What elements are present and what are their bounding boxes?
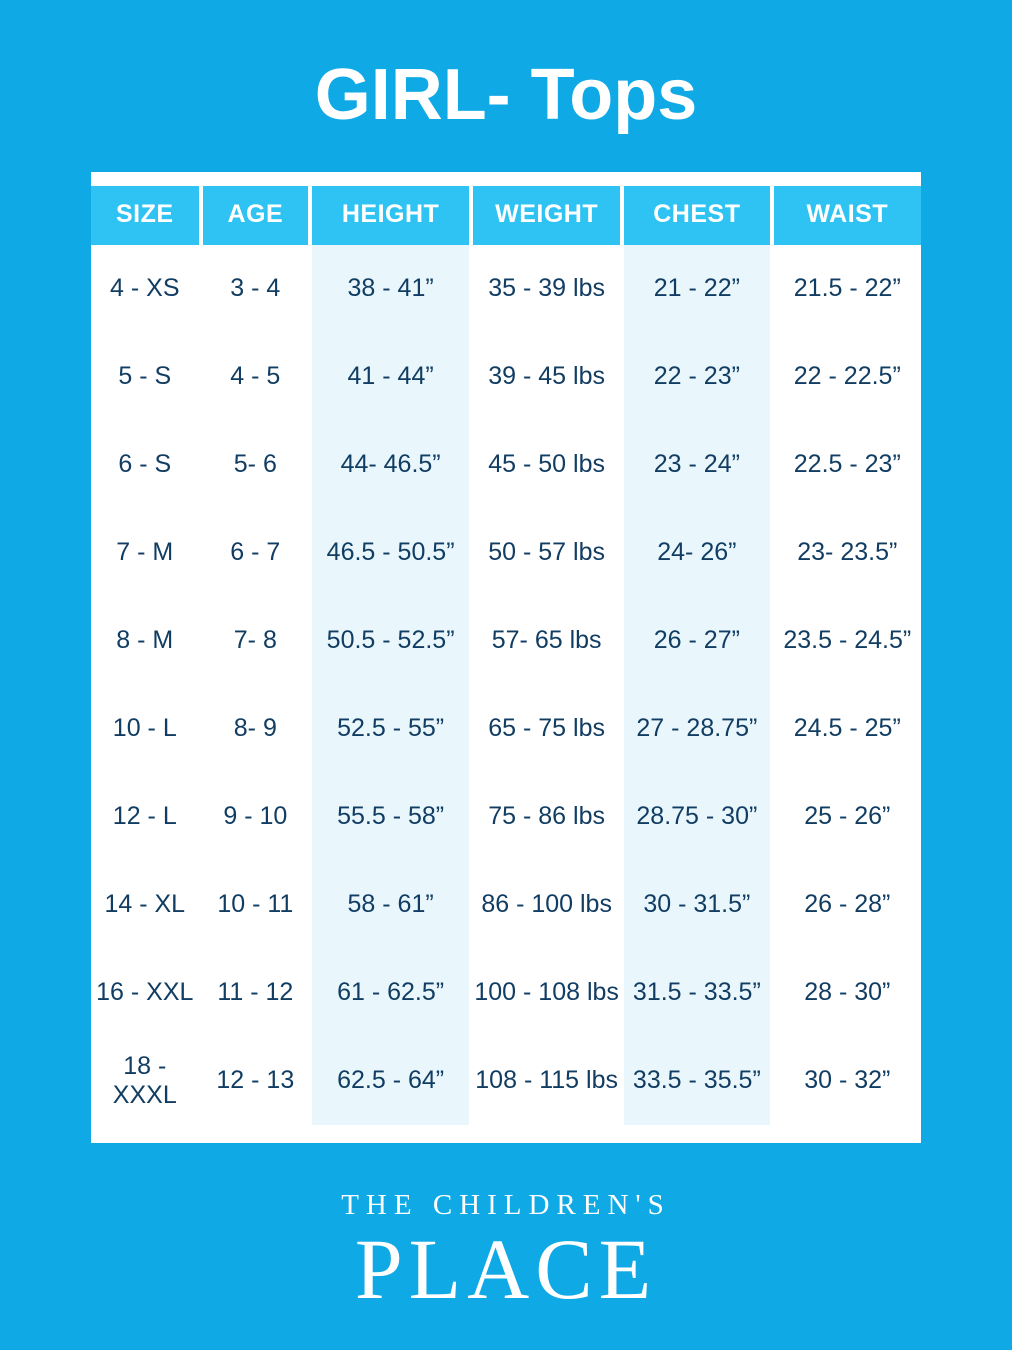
cell-age: 3 - 4	[201, 245, 311, 333]
cell-waist: 23.5 - 24.5”	[772, 597, 921, 685]
cell-age: 5- 6	[201, 421, 311, 509]
cell-waist: 28 - 30”	[772, 949, 921, 1037]
column-header-weight: WEIGHT	[471, 186, 622, 245]
table-row	[91, 509, 921, 597]
table-top-divider	[91, 172, 921, 186]
cell-waist: 22 - 22.5”	[772, 333, 921, 421]
table-row	[91, 597, 921, 685]
cell-height: 52.5 - 55”	[310, 685, 471, 773]
cell-height: 61 - 62.5”	[310, 949, 471, 1037]
cell-chest: 33.5 - 35.5”	[622, 1037, 771, 1125]
table-row	[91, 1037, 921, 1125]
cell-height: 41 - 44”	[310, 333, 471, 421]
page-title: GIRL- Tops	[314, 55, 698, 135]
cell-height: 38 - 41”	[310, 245, 471, 333]
cell-waist: 30 - 32”	[772, 1037, 921, 1125]
cell-waist: 25 - 26”	[772, 773, 921, 861]
cell-height: 44- 46.5”	[310, 421, 471, 509]
cell-weight: 65 - 75 lbs	[471, 685, 622, 773]
size-chart-table	[91, 186, 921, 1125]
cell-size: 16 - XXL	[91, 949, 201, 1037]
column-header-waist: WAIST	[772, 186, 921, 245]
table-body	[91, 245, 921, 1125]
table-row	[91, 245, 921, 333]
cell-height: 46.5 - 50.5”	[310, 509, 471, 597]
cell-height: 55.5 - 58”	[310, 773, 471, 861]
cell-waist: 22.5 - 23”	[772, 421, 921, 509]
cell-waist: 21.5 - 22”	[772, 245, 921, 333]
cell-size: 8 - M	[91, 597, 201, 685]
cell-weight: 35 - 39 lbs	[471, 245, 622, 333]
cell-chest: 30 - 31.5”	[622, 861, 771, 949]
cell-height: 50.5 - 52.5”	[310, 597, 471, 685]
cell-chest: 31.5 - 33.5”	[622, 949, 771, 1037]
cell-waist: 24.5 - 25”	[772, 685, 921, 773]
cell-size: 5 - S	[91, 333, 201, 421]
cell-weight: 45 - 50 lbs	[471, 421, 622, 509]
table-row	[91, 861, 921, 949]
table-row	[91, 773, 921, 861]
cell-chest: 26 - 27”	[622, 597, 771, 685]
brand-logo-line1: THE CHILDREN'S	[341, 1188, 671, 1221]
cell-waist: 23- 23.5”	[772, 509, 921, 597]
cell-weight: 100 - 108 lbs	[471, 949, 622, 1037]
table-row	[91, 333, 921, 421]
cell-height: 62.5 - 64”	[310, 1037, 471, 1125]
cell-age: 9 - 10	[201, 773, 311, 861]
cell-chest: 28.75 - 30”	[622, 773, 771, 861]
cell-age: 12 - 13	[201, 1037, 311, 1125]
column-header-height: HEIGHT	[310, 186, 471, 245]
cell-chest: 27 - 28.75”	[622, 685, 771, 773]
table-header-row	[91, 186, 921, 245]
column-header-age: AGE	[201, 186, 311, 245]
cell-height: 58 - 61”	[310, 861, 471, 949]
cell-weight: 75 - 86 lbs	[471, 773, 622, 861]
cell-chest: 22 - 23”	[622, 333, 771, 421]
cell-size: 18 - XXXL	[91, 1037, 201, 1125]
size-chart-table-wrapper	[91, 172, 921, 1143]
cell-age: 10 - 11	[201, 861, 311, 949]
cell-weight: 39 - 45 lbs	[471, 333, 622, 421]
cell-size: 14 - XL	[91, 861, 201, 949]
cell-chest: 21 - 22”	[622, 245, 771, 333]
cell-chest: 23 - 24”	[622, 421, 771, 509]
cell-weight: 57- 65 lbs	[471, 597, 622, 685]
cell-size: 4 - XS	[91, 245, 201, 333]
cell-size: 6 - S	[91, 421, 201, 509]
cell-size: 10 - L	[91, 685, 201, 773]
brand-logo-line2: PLACE	[354, 1220, 658, 1317]
cell-waist: 26 - 28”	[772, 861, 921, 949]
cell-size: 12 - L	[91, 773, 201, 861]
table-row	[91, 685, 921, 773]
table-row	[91, 949, 921, 1037]
cell-weight: 108 - 115 lbs	[471, 1037, 622, 1125]
cell-size: 7 - M	[91, 509, 201, 597]
brand-logo	[0, 1188, 1012, 1317]
table-bottom-divider	[91, 1125, 921, 1143]
column-header-size: SIZE	[91, 186, 201, 245]
cell-age: 4 - 5	[201, 333, 311, 421]
table-header	[91, 186, 921, 245]
cell-age: 11 - 12	[201, 949, 311, 1037]
table-row	[91, 421, 921, 509]
cell-age: 7- 8	[201, 597, 311, 685]
cell-weight: 86 - 100 lbs	[471, 861, 622, 949]
column-header-chest: CHEST	[622, 186, 771, 245]
cell-weight: 50 - 57 lbs	[471, 509, 622, 597]
cell-chest: 24- 26”	[622, 509, 771, 597]
cell-age: 6 - 7	[201, 509, 311, 597]
cell-age: 8- 9	[201, 685, 311, 773]
